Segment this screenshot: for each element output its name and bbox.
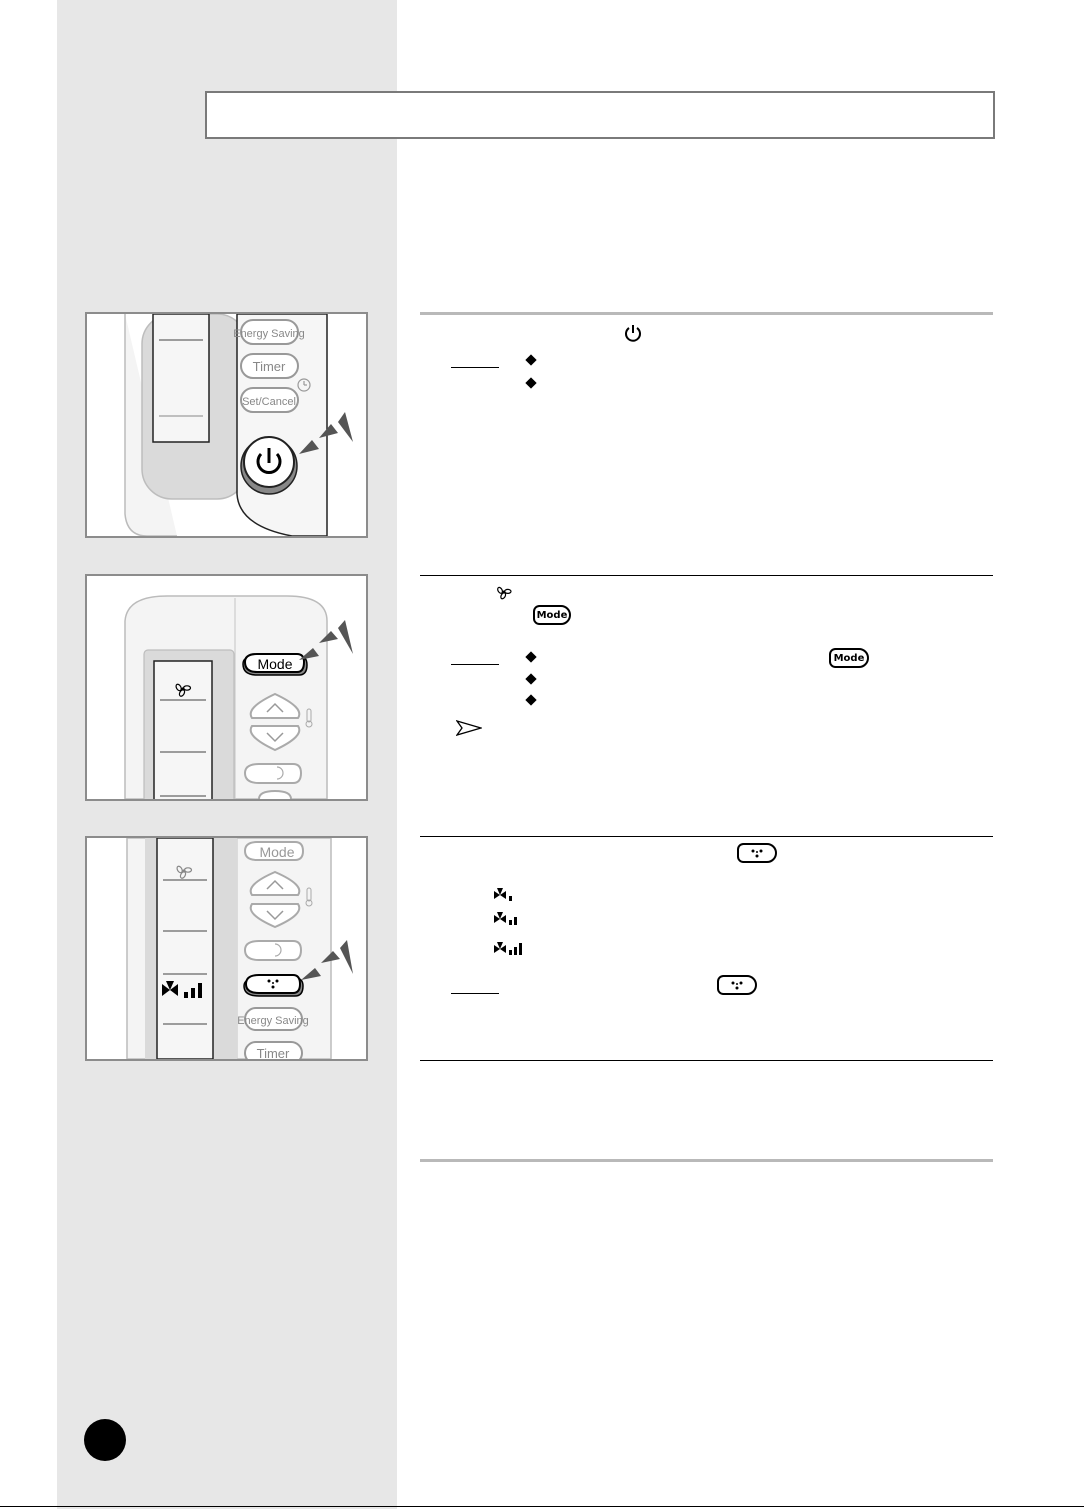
set-cancel-button-label: Set/Cancel xyxy=(242,396,296,408)
fan-icon xyxy=(496,584,512,600)
fan-speed-low-icon xyxy=(494,888,516,904)
fan-speed-medium-icon xyxy=(494,912,520,928)
energy-saving-button-label: Energy Saving xyxy=(233,328,305,340)
mode-button-label: Mode xyxy=(259,844,295,860)
inline-fan-speed-button-icon xyxy=(717,975,757,995)
bullet-icon xyxy=(525,673,536,684)
remote-illustration-mode xyxy=(85,574,368,801)
inline-mode-label: Mode xyxy=(833,652,865,664)
arrowhead-icon xyxy=(456,720,482,736)
section-divider xyxy=(420,312,993,315)
bullet-icon xyxy=(525,354,536,365)
power-icon xyxy=(624,323,642,343)
bullet-icon xyxy=(525,377,536,388)
inline-mode-button-icon xyxy=(533,605,571,625)
section-divider xyxy=(420,1159,993,1162)
section-divider xyxy=(420,1060,993,1061)
timer-button-label: Timer xyxy=(252,359,286,374)
note-underline xyxy=(451,367,499,368)
timer-button-label: Timer xyxy=(256,1046,290,1059)
page-number-badge xyxy=(84,1419,126,1461)
energy-saving-button-label: Energy Saving xyxy=(237,1015,309,1027)
bullet-icon xyxy=(525,694,536,705)
fan-speed-high-icon xyxy=(494,940,524,958)
inline-mode-label: Mode xyxy=(536,609,568,621)
remote-illustration-fan-speed xyxy=(85,836,368,1061)
page-bottom-edge xyxy=(0,1506,1084,1507)
bullet-icon xyxy=(525,651,536,662)
note-underline xyxy=(451,664,499,665)
section-divider xyxy=(420,836,993,837)
inline-mode-button-icon xyxy=(829,648,869,668)
note-underline xyxy=(451,993,499,994)
remote-illustration-power xyxy=(85,312,368,538)
section-divider xyxy=(420,575,993,576)
mode-button-label: Mode xyxy=(257,656,293,672)
page-title-box xyxy=(205,91,995,139)
inline-fan-speed-button-icon xyxy=(737,843,777,863)
